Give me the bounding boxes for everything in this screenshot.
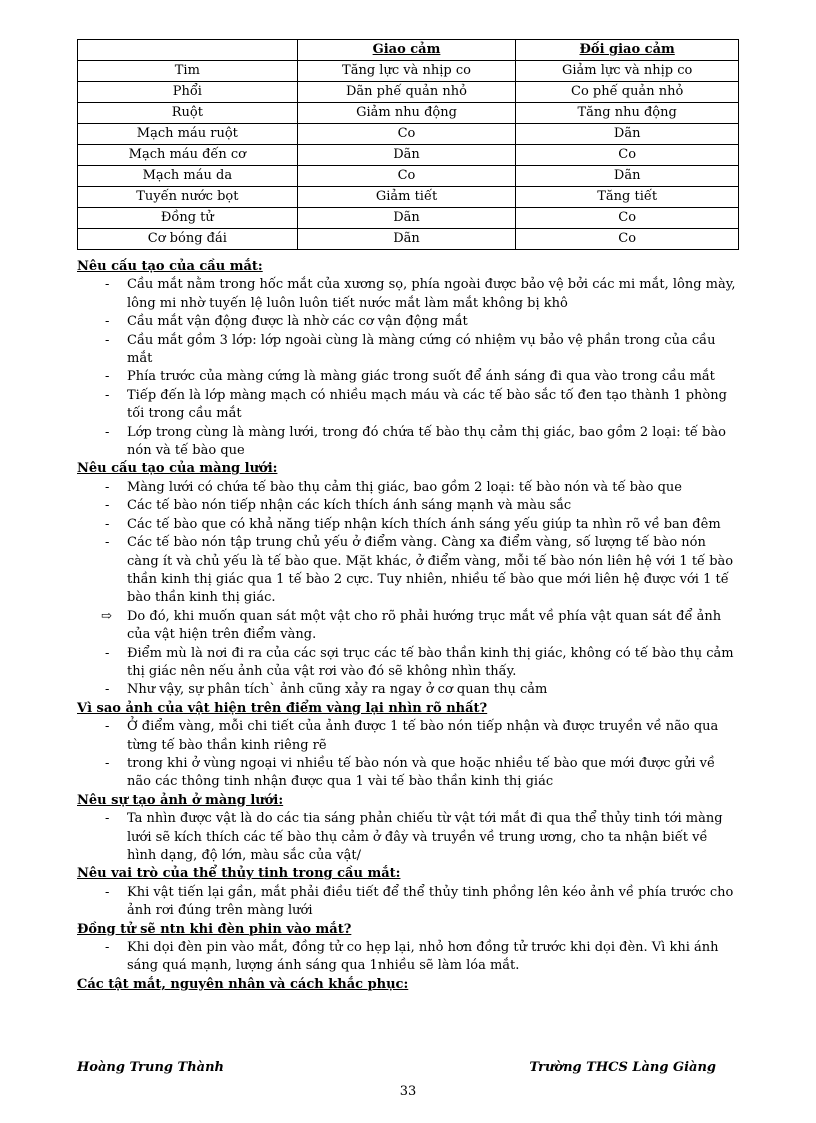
organ-cell: Mạch máu ruột	[78, 124, 298, 145]
list-item-text: Cầu mắt gồm 3 lớp: lớp ngoài cùng là màng cứng có nhiệm vụ bảo vệ phần trong của cầu mắt	[127, 332, 716, 367]
table-row	[78, 145, 739, 166]
organ-cell: Đồng tử	[78, 208, 298, 229]
autonomic-comparison-table	[77, 39, 739, 250]
sympathetic-cell: Dãn	[297, 229, 516, 250]
table-row	[78, 124, 739, 145]
parasympathetic-cell: Co	[516, 208, 739, 229]
list-item	[77, 681, 737, 699]
bullet-dash: -	[105, 277, 110, 293]
bullet-dash: -	[105, 755, 110, 771]
list-item-text: Các tế bào nón tiếp nhận các kích thích ánh sáng mạnh và màu sắc	[127, 498, 572, 514]
organ-cell: Mạch máu da	[78, 166, 298, 187]
bullet-dash: -	[105, 516, 110, 532]
bullet-dash: -	[105, 940, 110, 956]
list-item-text: Cầu mắt vận động được là nhờ các cơ vận động mắt	[127, 314, 468, 330]
table-header-cell	[78, 40, 298, 61]
section-heading: Nêu cấu tạo của màng lưới:	[77, 461, 278, 477]
parasympathetic-cell: Tăng tiết	[516, 187, 739, 208]
organ-cell: Tim	[78, 61, 298, 82]
sympathetic-cell: Giảm nhu động	[297, 103, 516, 124]
parasympathetic-cell: Giảm lực và nhịp co	[516, 61, 739, 82]
list-item-text: Điểm mù là nơi đi ra của các sợi trục các tế bào thần kinh thị giác, không có tế bào thụ cảm thị giác nên nếu ảnh của vật rơi vào đó sẽ không nhìn thấy.	[127, 645, 734, 679]
sympathetic-cell: Dãn phế quản nhỏ	[297, 82, 516, 103]
list-item	[77, 645, 737, 682]
section-heading: Nêu sự tạo ảnh ở màng lưới:	[77, 792, 284, 808]
organ-cell: Cơ bóng đái	[78, 229, 298, 250]
list-item-text: Ở điểm vàng, mỗi chi tiết của ảnh được 1 tế bào nón tiếp nhận và được truyền về não qua từng tế bào thần kinh riêng rẽ	[127, 719, 719, 753]
bullet-dash: -	[105, 424, 110, 440]
sympathetic-cell: Tăng lực và nhịp co	[297, 61, 516, 82]
list-item	[77, 313, 737, 331]
list-item	[77, 387, 737, 424]
list-item-text: Do đó, khi muốn quan sát một vật cho rõ phải hướng trục mắt về phía vật quan sát để ảnh của vật hiện trên điểm vàng.	[127, 608, 722, 643]
list-item-text: Như vậy, sự phân tích` ảnh cũng xảy ra ngay ở cơ quan thụ cảm	[127, 682, 548, 698]
table-header-row	[78, 40, 739, 61]
arrow-icon: ⇨	[101, 608, 112, 624]
table-row	[78, 103, 739, 124]
table-row	[78, 61, 739, 82]
table-row	[78, 187, 739, 208]
list-item	[77, 608, 737, 645]
sympathetic-cell: Dãn	[297, 145, 516, 166]
bullet-dash: -	[105, 535, 110, 551]
section-heading: Các tật mắt, nguyên nhân và cách khắc phục:	[77, 976, 409, 992]
section-heading: Vì sao ảnh của vật hiện trên điểm vàng lại nhìn rõ nhất?	[77, 700, 488, 716]
organ-cell: Phổi	[78, 82, 298, 103]
list-item-text: Tiếp đến là lớp màng mạch có nhiều mạch máu và các tế bào sắc tố đen tạo thành 1 phòng tối trong cầu mắt	[127, 387, 727, 422]
bullet-dash: -	[105, 719, 110, 735]
sympathetic-cell: Dãn	[297, 208, 516, 229]
sympathetic-cell: Co	[297, 166, 516, 187]
bullet-list	[77, 810, 737, 865]
footer-school: Trường THCS Làng Giàng	[529, 1060, 716, 1075]
list-item	[77, 497, 737, 515]
list-item-text: Cầu mắt nằm trong hốc mắt của xương sọ, phía ngoài được bảo vệ bởi các mi mắt, lông mày, lông mi nhờ tuyến lệ luôn luôn tiết nước mắt làm mắt không bị khô	[127, 277, 736, 311]
list-item	[77, 810, 737, 865]
section-heading: Đồng tử sẽ ntn khi đèn phin vào mắt?	[77, 921, 352, 937]
bullet-dash: -	[105, 884, 110, 900]
bullet-dash: -	[105, 332, 110, 348]
parasympathetic-cell: Tăng nhu động	[516, 103, 739, 124]
footer-author: Hoàng Trung Thành	[77, 1060, 224, 1075]
list-item-text: Lớp trong cùng là màng lưới, trong đó chứa tế bào thụ cảm thị giác, bao gồm 2 loại: tế bào nón và tế bào que	[127, 424, 726, 459]
table-row	[78, 82, 739, 103]
parasympathetic-cell: Co	[516, 229, 739, 250]
table-header-cell: Giao cảm	[297, 40, 516, 61]
bullet-dash: -	[105, 479, 110, 495]
list-item	[77, 332, 737, 369]
parasympathetic-cell: Dãn	[516, 166, 739, 187]
sympathetic-cell: Co	[297, 124, 516, 145]
section-heading: Nêu cấu tạo của cầu mắt:	[77, 259, 263, 274]
bullet-list	[77, 276, 737, 460]
table-row	[78, 208, 739, 229]
parasympathetic-cell: Co	[516, 145, 739, 166]
list-item	[77, 368, 737, 386]
bullet-dash: -	[105, 387, 110, 403]
list-item-text: Phía trước của màng cứng là màng giác trong suốt để ánh sáng đi qua vào trong cầu mắt	[127, 369, 715, 385]
document-body	[77, 258, 737, 994]
list-item-text: Các tế bào que có khả năng tiếp nhận kích thích ánh sáng yếu giúp ta nhìn rõ về ban đêm	[127, 516, 721, 532]
parasympathetic-cell: Co phế quản nhỏ	[516, 82, 739, 103]
list-item	[77, 424, 737, 461]
organ-cell: Mạch máu đến cơ	[78, 145, 298, 166]
list-item	[77, 276, 737, 313]
list-item	[77, 534, 737, 608]
section-heading: Nêu vai trò của thể thủy tinh trong cầu mắt:	[77, 866, 401, 882]
page-number: 33	[399, 1084, 417, 1099]
bullet-list	[77, 718, 737, 792]
list-item-text: Màng lưới có chứa tế bào thụ cảm thị giác, bao gồm 2 loại: tế bào nón và tế bào que	[127, 479, 682, 495]
bullet-dash: -	[105, 682, 110, 698]
table-row	[78, 229, 739, 250]
bullet-dash: -	[105, 811, 110, 827]
list-item	[77, 755, 737, 792]
table-row	[78, 166, 739, 187]
list-item	[77, 479, 737, 497]
bullet-list	[77, 884, 737, 921]
list-item-text: Khi dọi đèn pin vào mắt, đồng tử co hẹp lại, nhỏ hơn đồng tử trước khi dọi đèn. Vì khi ánh sáng quá mạnh, lượng ánh sáng qua 1nhiều sẽ làm lóa mắt.	[127, 940, 719, 974]
list-item	[77, 516, 737, 534]
list-item-text: Các tế bào nón tập trung chủ yếu ở điểm vàng. Càng xa điểm vàng, số lượng tế bào nón càng ít và chủ yếu là tế bào que. Mặt khác, ở điểm vàng, mỗi tế bào nón liên hệ với 1 tế bào thần kinh thị giác qua 1 tế bào 2 cực. Tuy nhiên, nhiều tế bào que mới liên hệ được với 1 tế bào thần kinh thị giác.	[127, 535, 734, 606]
parasympathetic-cell: Dãn	[516, 124, 739, 145]
organ-cell: Ruột	[78, 103, 298, 124]
list-item-text: Khi vật tiến lại gần, mắt phải điều tiết để thể thủy tinh phồng lên kéo ảnh về phía trước cho ảnh rơi đúng trên màng lưới	[127, 884, 734, 919]
organ-cell: Tuyến nước bọt	[78, 187, 298, 208]
sympathetic-cell: Giảm tiết	[297, 187, 516, 208]
bullet-list	[77, 479, 737, 700]
bullet-dash: -	[105, 645, 110, 661]
list-item	[77, 718, 737, 755]
bullet-dash: -	[105, 369, 110, 385]
list-item	[77, 939, 737, 976]
bullet-list	[77, 939, 737, 976]
bullet-dash: -	[105, 498, 110, 514]
list-item	[77, 884, 737, 921]
list-item-text: trong khi ở vùng ngoại vi nhiều tế bào nón và que hoặc nhiều tế bào que mới được gửi về não các thông tinh nhận được qua 1 vài tế bào thần kinh thị giác	[127, 755, 715, 790]
table-header-cell: Đối giao cảm	[516, 40, 739, 61]
bullet-dash: -	[105, 314, 110, 330]
list-item-text: Ta nhìn được vật là do các tia sáng phản chiếu từ vật tới mắt đi qua thể thủy tinh tới màng lưới sẽ kích thích các tế bào thụ cảm ở đây và truyền về trung ương, cho ta nhận biết về hình dạng, độ lớn, màu sắc của vật/	[127, 811, 723, 863]
